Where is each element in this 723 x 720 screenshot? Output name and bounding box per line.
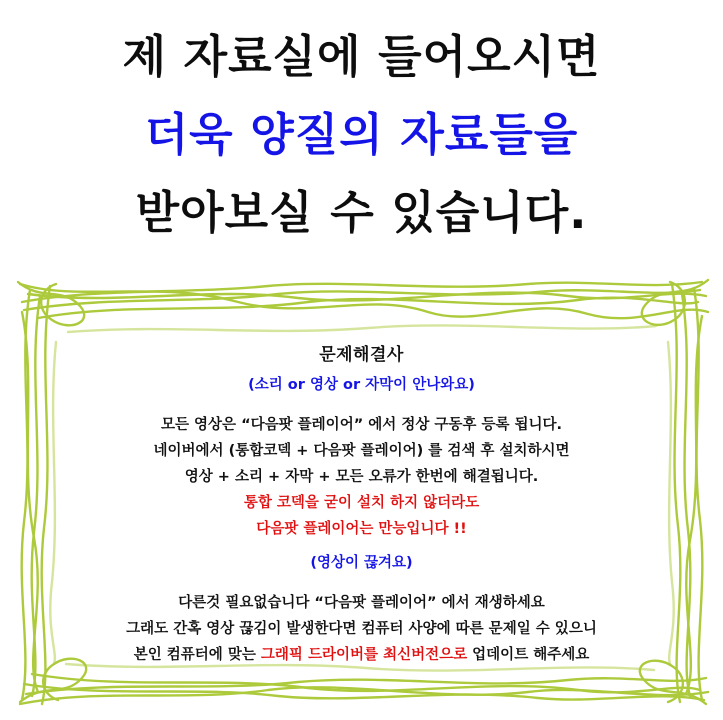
section2-line-2: 그래도 간혹 영상 끊김이 발생한다면 컴퓨터 사양에 따른 문제일 수 있으니: [126, 621, 597, 637]
headline-line-2: 더욱 양질의 자료들을: [144, 108, 579, 161]
section2-heading: (영상이 끊겨요): [310, 555, 413, 571]
section2-last-part-2: 그래픽 드라이버를 최신버전으로: [260, 647, 468, 663]
section1-emphasis-1: 통합 코덱을 굳이 설치 하지 않더라도: [243, 495, 480, 511]
section2-line-1: 다른것 필요없습니다 “다음팟 플레이어” 에서 재생하세요: [178, 595, 545, 611]
panel-content: [8, 272, 715, 712]
section1-heading: (소리 or 영상 or 자막이 안나와요): [248, 377, 475, 393]
section2-last-line: [8, 642, 715, 668]
section1-line-2: 네이버에서 (통합코덱 + 다음팟 플레이어) 를 검색 후 설치하시면: [153, 443, 570, 459]
section1-line-1: 모든 영상은 “다음팟 플레이어” 에서 정상 구동후 등록 됩니다.: [160, 417, 563, 433]
section1-emphasis-2: 다음팟 플레이어는 만능입니다 !!: [256, 521, 467, 537]
section2-last-part-1: 본인 컴퓨터에 맞는: [133, 647, 261, 663]
headline-block: [0, 18, 723, 252]
headline-line-3: 받아보실 수 있습니다.: [135, 186, 588, 239]
panel-title: 문제해결사: [319, 345, 404, 365]
spacer-1: [8, 398, 715, 412]
spacer-2: [8, 576, 715, 590]
section1-line-3: 영상 + 소리 + 자막 + 모든 오류가 한번에 해결됩니다.: [184, 469, 539, 485]
section2-last-part-3: 업데이트 해주세요: [467, 647, 590, 663]
section-playback-issues: [8, 372, 715, 542]
section-stutter-issues: [8, 550, 715, 668]
headline-line-1: 제 자료실에 들어오시면: [122, 30, 601, 83]
